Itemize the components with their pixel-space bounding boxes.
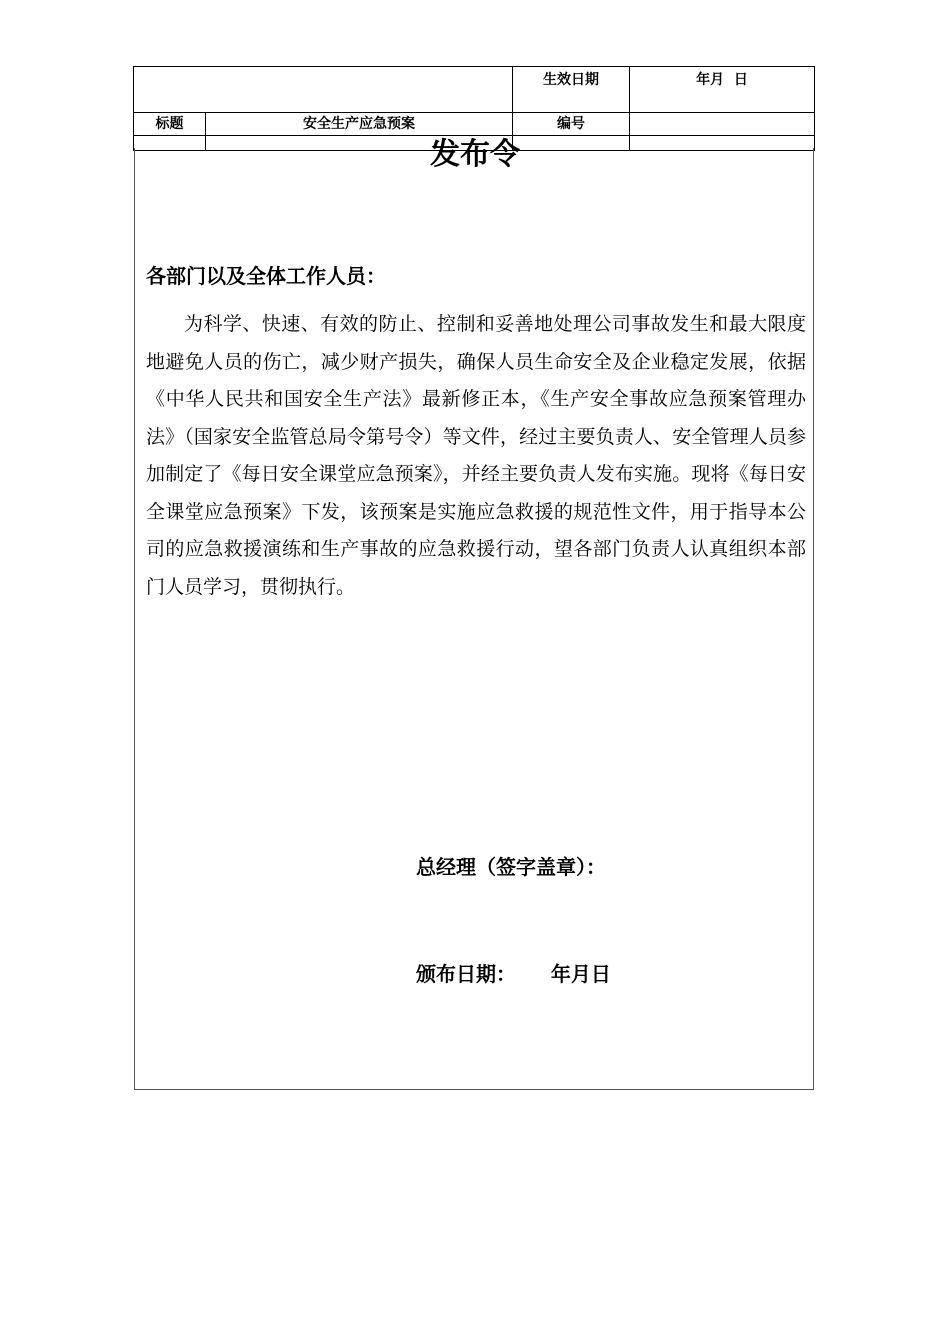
- effective-date-value: 年月 日: [630, 67, 815, 113]
- title-label: 标题: [134, 113, 206, 136]
- issue-date-label: 颁布日期：: [416, 962, 516, 986]
- header-row-title: [134, 113, 815, 136]
- header-blank-cell: [134, 67, 513, 113]
- document-title: 发布令: [430, 137, 520, 172]
- header-row-effective-date: [134, 67, 815, 113]
- body-paragraph: 为科学、快速、有效的防止、控制和妥善地处理公司事故发生和最大限度地避免人员的伤亡，减少财产损失，确保人员生命安全及企业稳定发展，依据《中华人民共和国安全生产法》最新修正本，《生产安全事故应急预案管理办法》（国家安全监管总局令第号令）等文件，经过主要负责人、安全管理人员参加制定了《每日安全课堂应急预案》，并经主要负责人发布实施。现将《每日安全课堂应急预案》下发，该预案是实施应急救援的规范性文件，用于指导本公司的应急救援演练和生产事故的应急救援行动，望各部门负责人认真组织本部门人员学习，贯彻执行。: [146, 313, 806, 598]
- number-value: [630, 113, 815, 136]
- title-value: 安全生产应急预案: [206, 113, 513, 136]
- effective-date-label: 生效日期: [513, 67, 630, 113]
- manager-signature-label: 总经理（签字盖章）：: [416, 855, 606, 879]
- issue-date-line: [416, 959, 611, 989]
- number-label: 编号: [513, 113, 630, 136]
- salutation: 各部门以及全体工作人员：: [146, 264, 386, 288]
- manager-signature-line: [416, 852, 606, 882]
- issue-date-value: 年月日: [550, 962, 611, 986]
